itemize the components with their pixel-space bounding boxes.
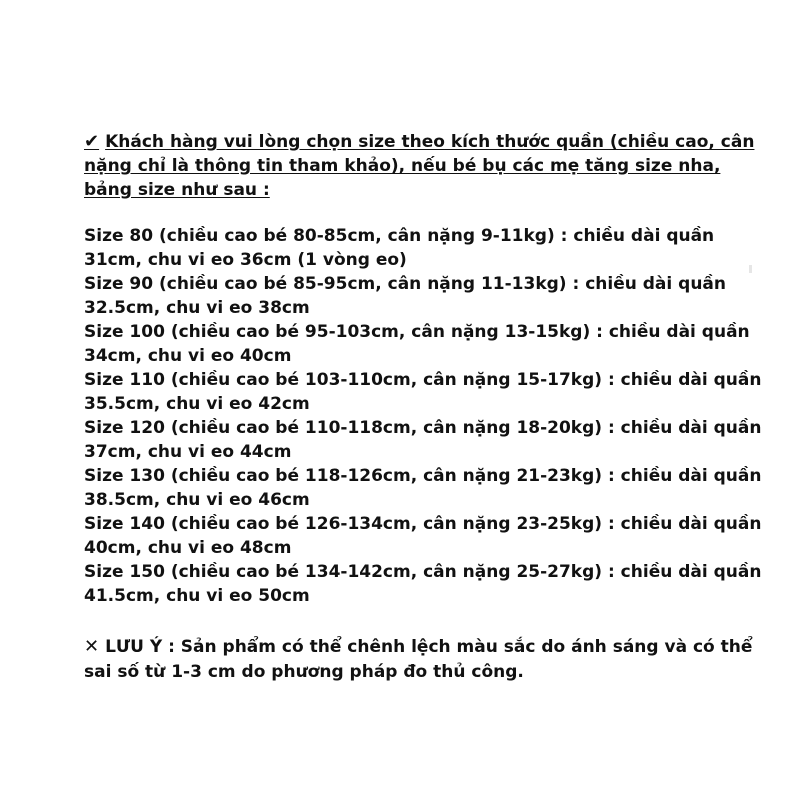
note-text: LƯU Ý : Sản phẩm có thể chênh lệch màu sắc do ánh sáng và có thể sai số từ 1-3 cm do phương pháp đo thủ công. xyxy=(84,637,753,682)
size-list xyxy=(84,224,764,608)
size-row-90: Size 90 (chiều cao bé 85-95cm, cân nặng 11-13kg) : chiều dài quần 32.5cm, chu vi eo 38cm xyxy=(84,274,726,318)
stray-mark xyxy=(749,265,752,273)
size-row-80: Size 80 (chiều cao bé 80-85cm, cân nặng 9-11kg) : chiều dài quần 31cm, chu vi eo 36cm (1 vòng eo) xyxy=(84,226,715,270)
size-row-130: Size 130 (chiều cao bé 118-126cm, cân nặng 21-23kg) : chiều dài quần 38.5cm, chu vi eo 46cm xyxy=(84,466,762,510)
size-row-150: Size 150 (chiều cao bé 134-142cm, cân nặng 25-27kg) : chiều dài quần 41.5cm, chu vi eo 50cm xyxy=(84,562,762,606)
size-row-100: Size 100 (chiều cao bé 95-103cm, cân nặng 13-15kg) : chiều dài quần 34cm, chu vi eo 40cm xyxy=(84,322,750,366)
check-mark-icon: ✔ xyxy=(84,131,100,152)
size-guide xyxy=(84,130,764,702)
intro-paragraph xyxy=(84,130,764,202)
size-row-140: Size 140 (chiều cao bé 126-134cm, cân nặng 23-25kg) : chiều dài quần 40cm, chu vi eo 48cm xyxy=(84,514,762,558)
size-row-120: Size 120 (chiều cao bé 110-118cm, cân nặng 18-20kg) : chiều dài quần 37cm, chu vi eo 44cm xyxy=(84,418,762,462)
note-paragraph xyxy=(84,634,764,685)
size-row-110: Size 110 (chiều cao bé 103-110cm, cân nặng 15-17kg) : chiều dài quần 35.5cm, chu vi eo 42cm xyxy=(84,370,762,414)
cross-mark-icon: ✕ xyxy=(84,636,100,657)
intro-text: Khách hàng vui lòng chọn size theo kích thước quần (chiều cao, cân nặng chỉ là thông tin tham khảo), nếu bé bụ các mẹ tăng size nha, bảng size như sau : xyxy=(84,132,755,200)
